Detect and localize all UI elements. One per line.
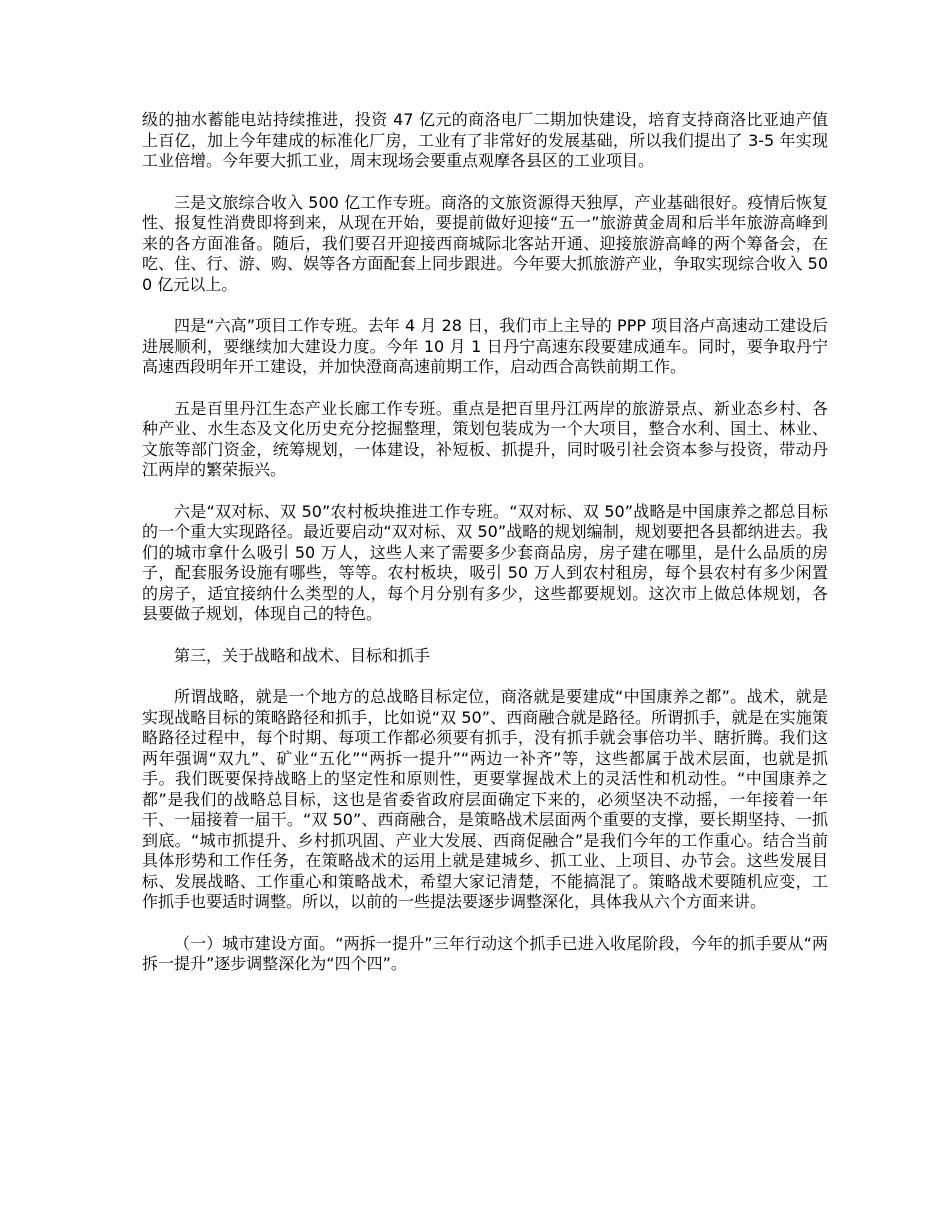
paragraph-danjiang-corridor: 五是百里丹江生态产业长廊工作专班。重点是把百里丹江两岸的旅游景点、新业态乡村、各种产业、水生态及文化历史充分挖掘整理，策划包装成为一个大项目，整合水利、国土、林业、文旅等部门资金，统筹规划，一体建设，补短板、抓提升，同时吸引社会资本参与投资，带动丹江两岸的繁荣振兴。 [142, 398, 828, 479]
paragraph-double-benchmark: 六是“双对标、双 50”农村板块推进工作专班。“双对标、双 50”战略是中国康养之都总目标的一个重大实现路径。最近要启动“双对标、双 50”战略的规划编制，规划要把各县都纳进去。我们的城市拿什么吸引 50 万人，这些人来了需要多少套商品房，房子建在哪里，是什么品质的房子，配套服务设施有哪些，等等。农村板块，吸引 50 万人到农村租房，每个县农村有多少闲置的房子，适宜接纳什么类型的人，每个月分别有多少，这些都要规划。这次市上做总体规划，各县要做子规划，体现自己的特色。 [142, 501, 828, 623]
paragraph-culture-tourism: 三是文旅综合收入 500 亿工作专班。商洛的文旅资源得天独厚，产业基础很好。疫情后恢复性、报复性消费即将到来，从现在开始，要提前做好迎接“五一”旅游黄金周和后半年旅游高峰到来的各方面准备。随后，我们要召开迎接西商城际北客站开通、迎接旅游高峰的两个筹备会，在吃、住、行、游、购、娱等各方面配套上同步跟进。今年要大抓旅游产业，争取实现综合收入 500 亿元以上。 [142, 192, 828, 294]
document-page [142, 110, 828, 996]
paragraph-industry-continued: 级的抽水蓄能电站持续推进，投资 47 亿元的商洛电厂二期加快建设，培育支持商洛比亚迪产值上百亿，加上今年建成的标准化厂房，工业有了非常好的发展基础，所以我们提出了 3-5 年实现工业倍增。今年要大抓工业，周末现场会要重点观摩各县区的工业项目。 [142, 110, 828, 170]
paragraph-six-high-projects: 四是“六高”项目工作专班。去年 4 月 28 日，我们市上主导的 PPP 项目洛卢高速动工建设后进展顺利，要继续加大建设力度。今年 10 月 1 日丹宁高速东段要建成通车。同时，要争取丹宁高速西段明年开工建设，并加快澄商高速前期工作，启动西合高铁前期工作。 [142, 316, 828, 376]
paragraph-urban-construction: （一）城市建设方面。“两拆一提升”三年行动这个抓手已进入收尾阶段，今年的抓手要从“两拆一提升”逐步调整深化为“四个四”。 [142, 933, 828, 973]
paragraph-strategy-tactics: 所谓战略，就是一个地方的总战略目标定位，商洛就是要建成“中国康养之都”。战术，就是实现战略目标的策略路径和抓手，比如说“双 50”、西商融合就是路径。所谓抓手，就是在实施策略路径过程中，每个时期、每项工作都必须要有抓手，没有抓手就会事倍功半、瞎折腾。我们这两年强调“双九”、矿业“五化”“两拆一提升”“两边一补齐”等，这些都属于战术层面，也就是抓手。我们既要保持战略上的坚定性和原则性，更要掌握战术上的灵活性和机动性。“中国康养之都”是我们的战略总目标，这也是省委省政府层面确定下来的，必须坚决不动摇，一年接着一年干、一届接着一届干。“双 50”、西商融合，是策略战术层面两个重要的支撑，要长期坚持、一抓到底。“城市抓提升、乡村抓巩固、产业大发展、西商促融合”是我们今年的工作重心。结合当前具体形势和工作任务，在策略战术的运用上就是建城乡、抓工业、上项目、办节会。这些发展目标、发展战略、工作重心和策略战术，希望大家记清楚，不能搞混了。策略战术要随机应变，工作抓手也要适时调整。所以，以前的一些提法要逐步调整深化，具体我从六个方面来讲。 [142, 687, 828, 911]
section-heading-strategy: 第三，关于战略和战术、目标和抓手 [174, 645, 431, 665]
